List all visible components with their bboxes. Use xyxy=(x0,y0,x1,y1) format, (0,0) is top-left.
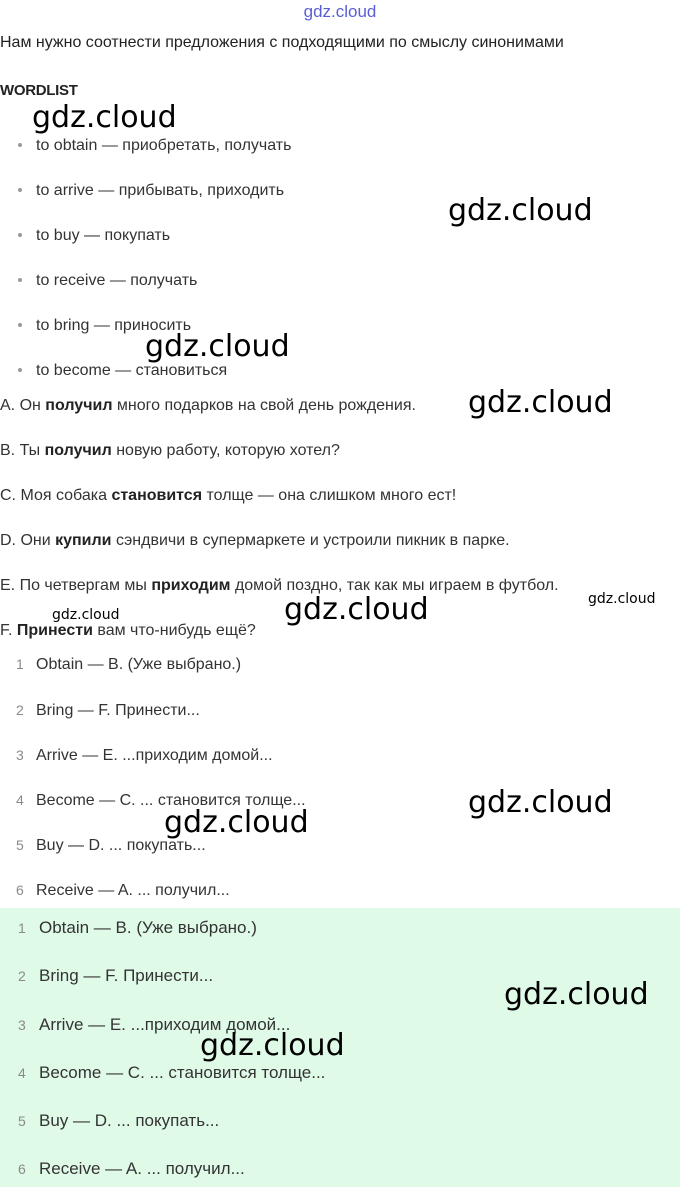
answer-box-item: 1 Obtain — B. (Уже выбрано.) xyxy=(18,918,257,937)
watermark: gdz.cloud xyxy=(32,100,177,135)
answer-box-item: 2 Bring — F. Принести... xyxy=(18,966,214,985)
sentence-c: C. Моя собака становится толще — она слишком много ест! xyxy=(0,487,457,504)
watermark: gdz.cloud xyxy=(448,193,593,228)
answer-box-item: 6 Receive — A. ... получил... xyxy=(18,1159,245,1178)
watermark: gdz.cloud xyxy=(504,977,649,1012)
answer-item: 4 Become — C. ... становится толще... xyxy=(16,792,306,809)
watermark: gdz.cloud xyxy=(468,785,613,820)
sentence-f: F. Принести вам что-нибудь ещё? xyxy=(0,622,256,639)
answer-item: 1 Obtain — B. (Уже выбрано.) xyxy=(16,656,242,673)
watermark: gdz.cloud xyxy=(164,805,309,840)
watermark: gdz.cloud xyxy=(588,591,656,607)
answer-item: 2 Bring — F. Принести... xyxy=(16,702,200,719)
watermark: gdz.cloud xyxy=(468,385,613,420)
bullet-icon xyxy=(18,368,22,372)
wordlist-item: to arrive — прибывать, приходить xyxy=(18,182,284,200)
bullet-icon xyxy=(18,323,22,327)
bullet-icon xyxy=(18,278,22,282)
wordlist-item: to obtain — приобретать, получать xyxy=(18,137,291,155)
sentence-e: E. По четвергам мы приходим домой поздно, так как мы играем в футбол. xyxy=(0,577,559,594)
answer-box-item: 3 Arrive — E. ...приходим домой... xyxy=(18,1015,291,1034)
watermark: gdz.cloud xyxy=(200,1028,345,1063)
wordlist-item: to buy — покупать xyxy=(18,227,170,245)
answer-item: 5 Buy — D. ... покупать... xyxy=(16,837,206,854)
answer-item: 6 Receive — A. ... получил... xyxy=(16,882,230,899)
wordlist-item: to become — становиться xyxy=(18,362,227,380)
wordlist-title: WORDLIST xyxy=(0,82,78,99)
watermark: gdz.cloud xyxy=(284,592,429,627)
answer-item: 3 Arrive — E. ...приходим домой... xyxy=(16,747,273,764)
bullet-icon xyxy=(18,143,22,147)
intro-text: Нам нужно соотнести предложения с подходящими по смыслу синонимами xyxy=(0,34,564,51)
answer-box-item: 4 Become — C. ... становится толще... xyxy=(18,1063,326,1082)
sentence-a: A. Он получил много подарков на свой день рождения. xyxy=(0,397,416,414)
watermark: gdz.cloud xyxy=(52,607,120,623)
bullet-icon xyxy=(18,188,22,192)
bullet-icon xyxy=(18,233,22,237)
sentence-d: D. Они купили сэндвичи в супермаркете и устроили пикник в парке. xyxy=(0,532,510,549)
answer-box-item: 5 Buy — D. ... покупать... xyxy=(18,1111,220,1130)
wordlist-item: to receive — получать xyxy=(18,272,197,290)
wordlist-item: to bring — приносить xyxy=(18,317,191,335)
sentence-b: B. Ты получил новую работу, которую хотел? xyxy=(0,442,340,459)
top-watermark: gdz.cloud xyxy=(303,2,377,21)
watermark: gdz.cloud xyxy=(145,329,290,364)
